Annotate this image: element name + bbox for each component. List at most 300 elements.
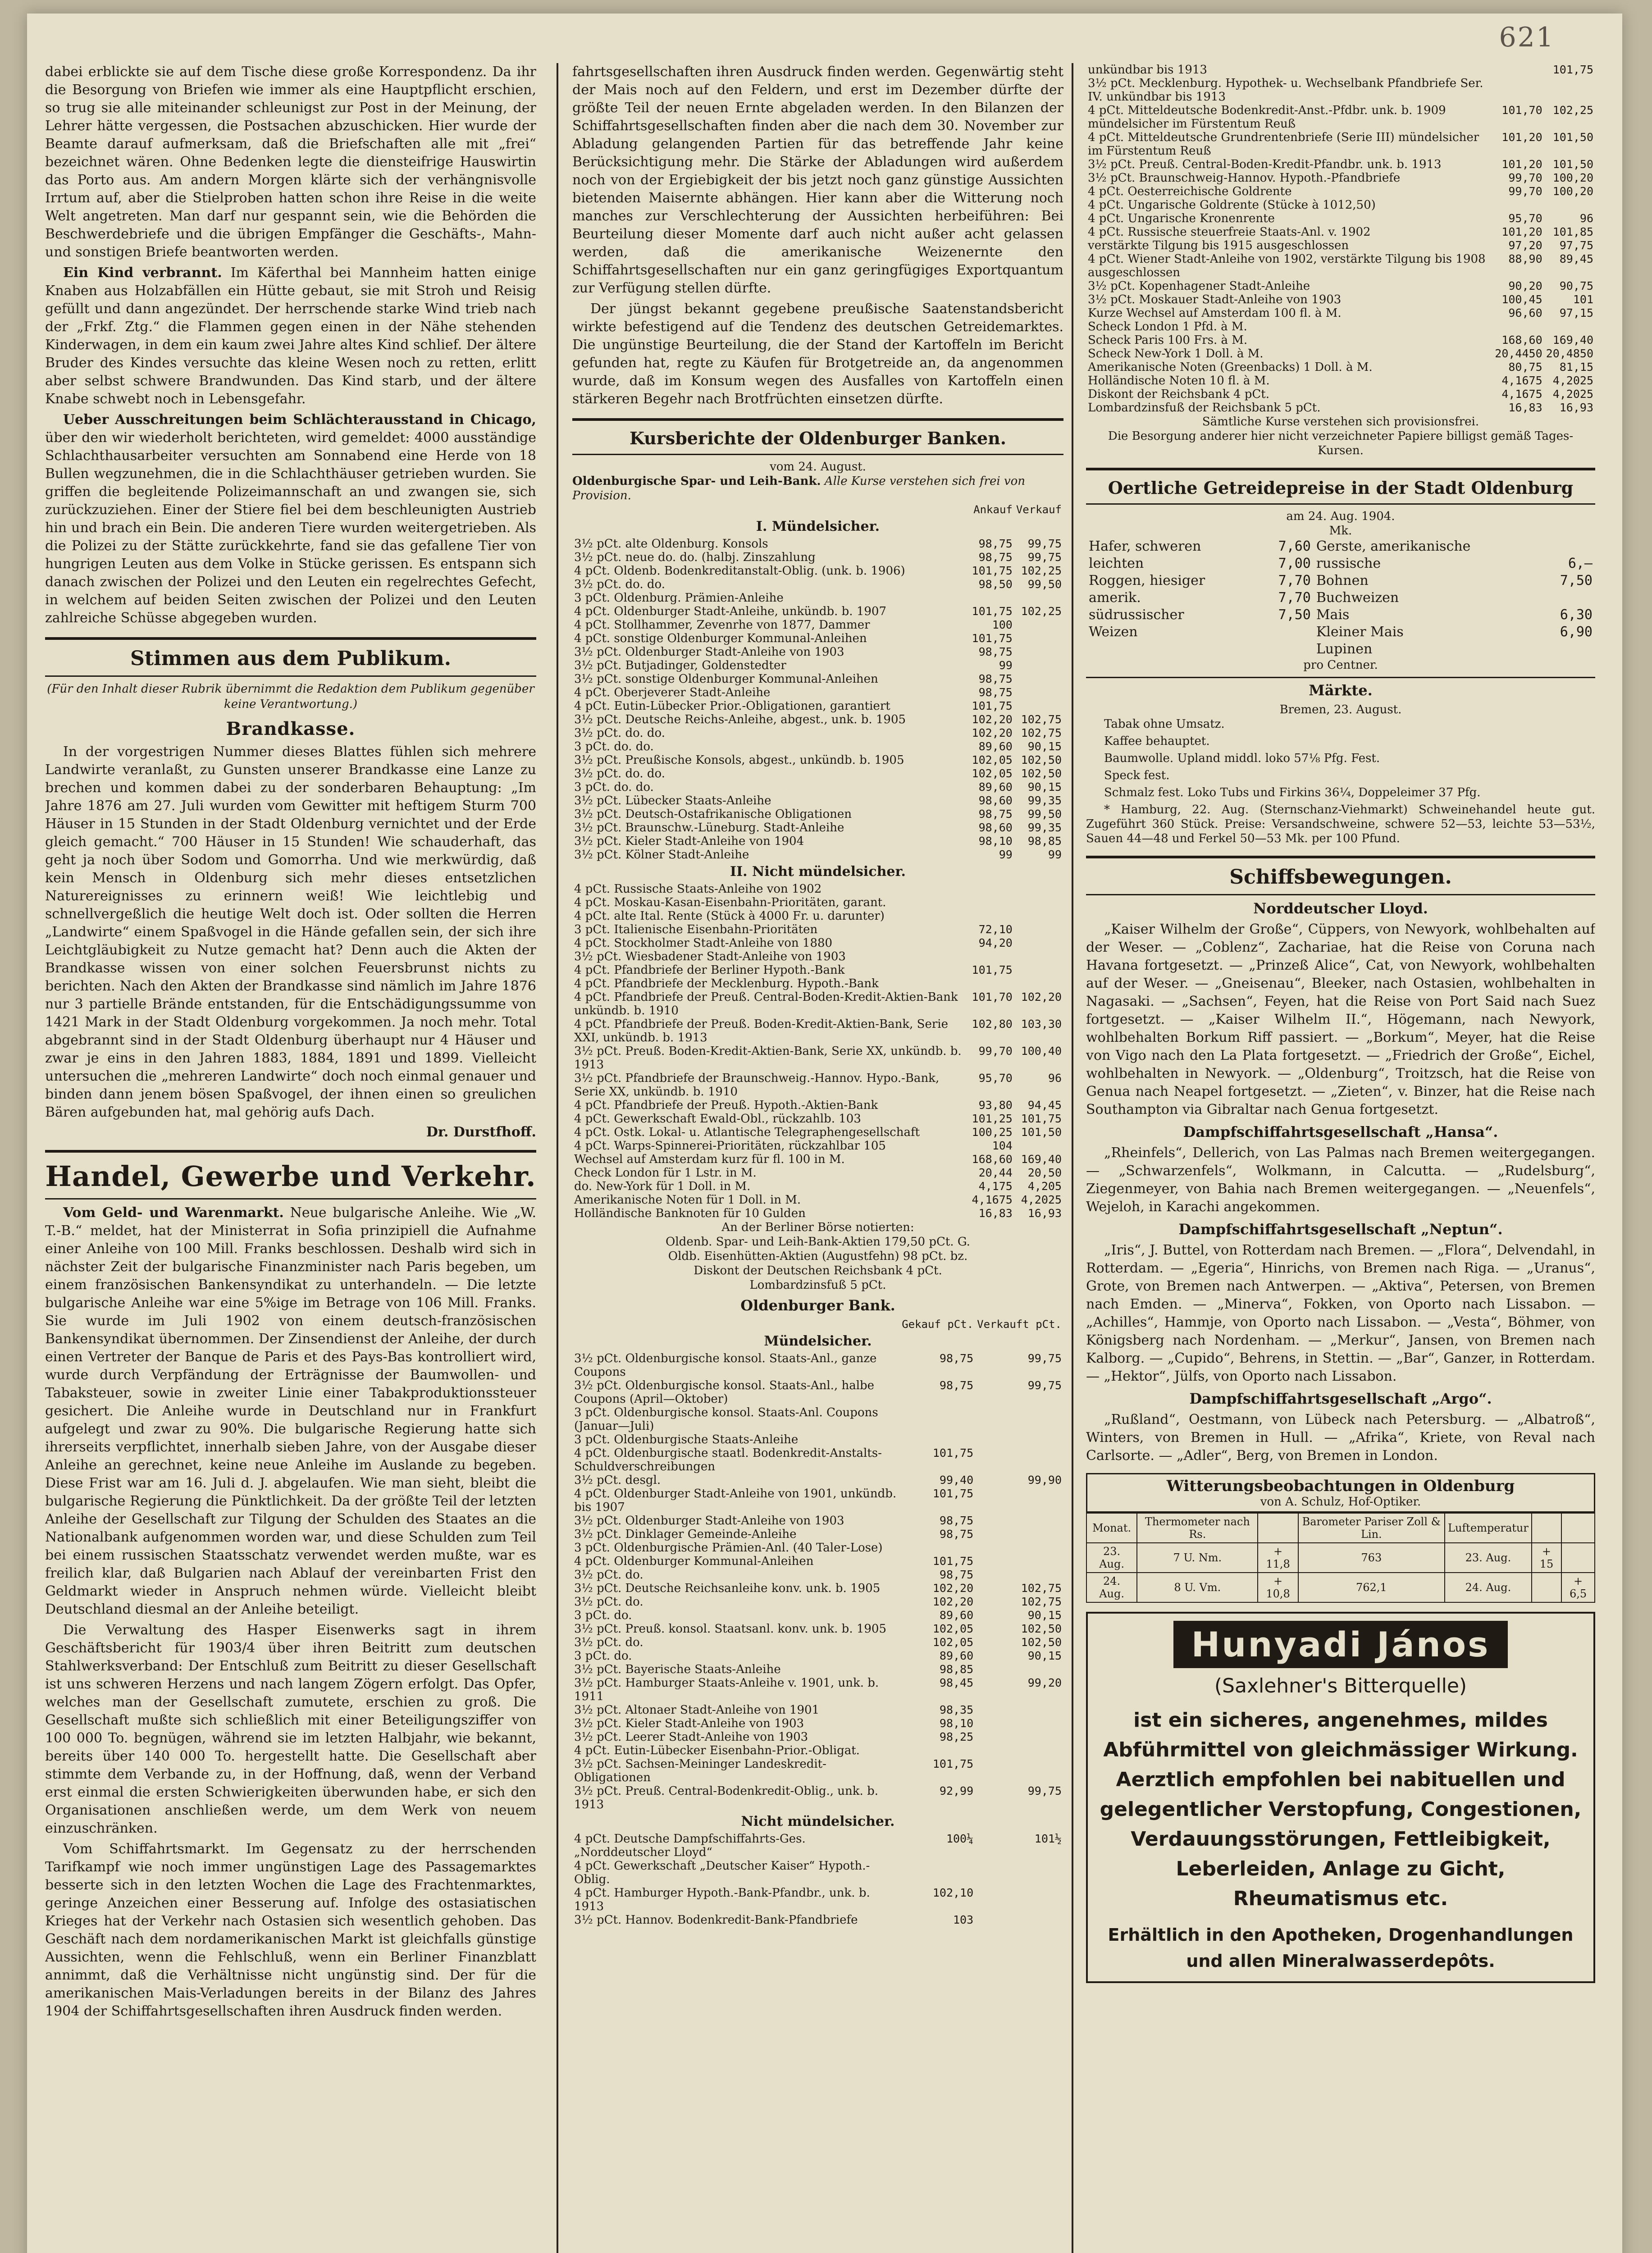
security-name: 3½ pCt. Bayerische Staats-Anleihe (574, 1663, 781, 1676)
kurs-row (1086, 212, 1595, 225)
price-buy: 98,60 (978, 794, 1013, 807)
schiff-paragraph: „Iris“, J. Buttel, von Rotterdam nach Bremen. — „Flora“, Delvendahl, in Rotterdam. — „Egeria“, Hinrichs, von Bremen nach Riga. — „Uranus“, Grote, von Bremen nach Antwerpen. — „Aktiva“, Petersen, von Bremen nach Emden. — „Minerva“, Fokken, von Oporto nach Lissabon. — „Achilles“, Hammje, von Oporto nach Lissabon. — „Vesta“, Böhmer, von Königsberg nach Nordenham. — „Merkur“, Jansen, von Bremen nach Kalborg. — „Cupido“, Behrens, in Stettin. — „Bar“, Ganzer, in Rotterdam. — „Hektor“, Jülfs, von Oporto nach Lissabon. (1086, 1242, 1595, 1384)
grain-name: Weizen (1089, 624, 1138, 640)
price-sell: 101,75 (1021, 1112, 1062, 1125)
security-name: 3½ pCt. do. (574, 1595, 643, 1609)
price-buy: 102,20 (972, 726, 1013, 739)
price-buy: 80,75 (1508, 360, 1542, 374)
weather-cell: + 11,8 (1258, 1543, 1298, 1573)
kurs-row (572, 821, 1063, 835)
security-name: 4 pCt. Pfandbriefe der Preuß. Central-Boden-Kredit-Aktien-Bank unkündb. b. 1910 (574, 990, 958, 1017)
price-buy: 97,20 (1508, 239, 1542, 252)
price-buy (900, 1744, 975, 1757)
price-buy: 98,75 (939, 1568, 974, 1581)
kurs-row (572, 726, 1063, 740)
security-name: 3½ pCt. Preuß. Central-Bodenkredit-Oblig., unk. b. 1913 (574, 1784, 878, 1811)
security-name: 3½ pCt. do. (574, 1636, 643, 1649)
kurs-row (572, 1649, 1063, 1663)
maerkte-line: Baumwolle. Upland middl. loko 57⅛ Pfg. Fest. (1104, 752, 1380, 765)
price-buy: 101,20 (1501, 131, 1542, 144)
kurs-row (1086, 104, 1595, 131)
price-buy: 98,75 (939, 1379, 974, 1392)
price-buy: 89,60 (978, 740, 1013, 753)
kurs-row (1086, 131, 1595, 158)
price-sell: 100,20 (1552, 185, 1593, 198)
security-name: 4 pCt. Warps-Spinnerei-Prioritäten, rückzahlbar 105 (574, 1139, 886, 1153)
price-sell (975, 1568, 1063, 1582)
weather-row (1086, 1543, 1595, 1573)
price-sell: 4,2025 (1021, 1193, 1062, 1206)
price-sell: 4,2025 (1552, 374, 1593, 387)
security-name: 4 pCt. Stollhammer, Zevenrhe von 1877, Dammer (574, 618, 870, 632)
weather-cell (1561, 1543, 1595, 1573)
maerkte-heading: Märkte. (1086, 677, 1595, 699)
price-sell: 102,25 (1021, 605, 1062, 618)
security-name: 4 pCt. Mitteldeutsche Bodenkredit-Anst.-Pfdbr. unk. b. 1909 mündelsicher im Fürstentum Reuß (1088, 104, 1446, 131)
grain-table (1086, 538, 1595, 658)
security-name: 3 pCt. Italienische Eisenbahn-Prioritäten (574, 923, 818, 936)
price-sell (975, 1487, 1063, 1514)
security-name: 3½ pCt. Pfandbriefe der Braunschweig.-Hannov. Hypo.-Bank, Serie XX, unkündb. b. 1910 (574, 1072, 940, 1099)
security-name: 3 pCt. Oldenburg. Prämien-Anleihe (574, 591, 784, 605)
news-item (45, 264, 536, 408)
weather-cell: Luftemperatur (1445, 1513, 1532, 1543)
price-buy: 99,70 (978, 1044, 1013, 1058)
price-buy (1493, 77, 1544, 104)
grain-name: Lupinen (1316, 641, 1373, 657)
kurs-row (1086, 333, 1595, 347)
kurs-row (572, 1622, 1063, 1636)
kurs-row (572, 564, 1063, 578)
price-sell: 97,75 (1559, 239, 1593, 252)
kurs-row (572, 659, 1063, 672)
price-sell (1014, 686, 1063, 699)
weather-cell: 23. Aug. (1086, 1543, 1137, 1573)
security-name: 3½ pCt. Oldenburger Stadt-Anleihe von 1903 (574, 645, 844, 659)
price-buy: 98,75 (978, 807, 1013, 821)
price-buy: 102,80 (972, 1017, 1013, 1031)
kurs-row (572, 1514, 1063, 1528)
spar-note: Alle Kurse verstehen sich frei von Provision. (572, 474, 1026, 502)
price-sell (975, 1717, 1063, 1730)
grain-price (1541, 589, 1595, 607)
grain-row (1086, 572, 1595, 589)
price-buy: 98,75 (978, 686, 1013, 699)
price-buy: 100 (992, 618, 1013, 631)
kurs-row (572, 1676, 1063, 1703)
security-name: 3½ pCt. Moskauer Stadt-Anleihe von 1903 (1088, 293, 1342, 306)
price-buy (966, 882, 1014, 896)
kurs-row (572, 1406, 1063, 1433)
security-name: 3 pCt. Oldenburgische Staats-Anleihe (574, 1433, 799, 1446)
grain-price: 7,70 (1278, 590, 1311, 606)
price-sell (975, 1859, 1063, 1886)
security-name: 4 pCt. Oldenburger Stadt-Anleihe von 1901, unkündb. bis 1907 (574, 1487, 897, 1514)
security-name: 3½ pCt. alte Oldenburg. Konsols (574, 537, 768, 551)
kurs-row (572, 672, 1063, 686)
weather-cell (1258, 1513, 1298, 1543)
news-lead: Ueber Ausschreitungen beim Schlächterausstand in Chicago, (63, 412, 536, 428)
kurs-row (572, 551, 1063, 564)
grain-unit: Mk. (1329, 524, 1352, 538)
kurs-row (572, 1099, 1063, 1112)
weather-row (1086, 1513, 1595, 1543)
security-name: 4 pCt. Ungarische Goldrente (Stücke à 1012,50) (1088, 198, 1376, 212)
handel-heading: Handel, Gewerbe und Verkehr. (45, 1150, 536, 1199)
price-buy: 101,70 (1501, 104, 1542, 117)
price-sell (975, 1433, 1063, 1446)
price-buy: 100,45 (1501, 293, 1542, 306)
price-sell: 89,45 (1559, 252, 1593, 265)
weather-cell (1532, 1513, 1561, 1543)
price-buy: 4,175 (978, 1180, 1013, 1193)
price-sell (1014, 923, 1063, 936)
kurs-row (1086, 401, 1595, 415)
kurs-row (572, 645, 1063, 659)
security-name: 4 pCt. Oberjeverer Stadt-Anleihe (574, 686, 771, 699)
security-name: 4 pCt. Ungarische Kronenrente (1088, 212, 1275, 225)
schiff-sub: Dampfschiffahrtsgesellschaft „Neptun“. (1178, 1221, 1503, 1238)
schiff-sub: Norddeutscher Lloyd. (1253, 900, 1428, 917)
price-sell: 90,15 (1027, 780, 1062, 794)
price-sell (1014, 909, 1063, 923)
maerkte-line: Tabak ohne Umsatz. (1104, 717, 1225, 731)
page-number: 621 (1499, 22, 1555, 53)
col2-paragraph: fahrtsgesellschaften ihren Ausdruck finden werden. Gegenwärtig steht der Mais noch auf den Feldern, und erst im Dezember dürfte der größte Teil der neuen Ernte abgeladen werden. In den Bilanzen der Schiffahrtsgesellschaften finden aber die nach dem 30. November zur Abladung gelangenden Partien für das betreffende Jahr keine Berücksichtigung mehr. Die Stärke der Abladungen wird außerdem noch von der Ergiebigkeit der bis jetzt noch ganz günstige Aussichten bietenden Maisernte abhängen. Hier kann aber die Witterung noch manches zur Verschlechterung der Aussichten herbeiführen: Bei Beurteilung dieser Momente darf auch nicht außer acht gelassen werden, daß die amerikanische Weizenernte den Schiffahrtsgesellschaften nur ein ganz geringfügiges Exportquantum zur Verfügung stellen dürfte. (572, 64, 1063, 296)
security-name: 3½ pCt. Deutsche Reichsanleihe konv. unk. b. 1905 (574, 1582, 881, 1595)
kurs-row (572, 686, 1063, 699)
kurs-row (572, 632, 1063, 645)
news-text: über den wir wiederholt berichteten, wird gemeldet: 4000 ausständige Schlachthausarbeiter versuchten am Sonnabend eine Herde von 18 Bullen wegzunehmen, die in die Schlachthäuser getrieben wurden. Sie griffen die begleitende Polizeimannschaft an und zwangen sie, sich zurückzuziehen. Einer der Stiere fiel bei dem beschleunigten Austrieb hin und brach ein Bein. Die anderen Tiere wurden weitergetrieben. Als die Polizei zu der Stätte zurückkehrte, fand sie das gefallene Tier von hungrigen Leuten aus dem Volke in Stücke gerissen. Es entspann sich danach zwischen der Polizei und den Leuten ein regelrechtes Gefecht, in welchem auf beiden Seiten zwischen der Polizei und den Leuten zahlreiche Schüsse abgegeben wurden. (45, 430, 536, 626)
security-name: 3½ pCt. Braunschw.-Lüneburg. Stadt-Anleihe (574, 821, 844, 835)
price-buy: 98,35 (939, 1703, 974, 1716)
security-name: 4 pCt. Pfandbriefe der Berliner Hypoth.-Bank (574, 963, 845, 977)
price-buy: 101,75 (932, 1555, 974, 1568)
stimmen-text (45, 743, 536, 1122)
price-buy: 98,75 (978, 672, 1013, 685)
security-name: 3½ pCt. Butjadinger, Goldenstedter (574, 659, 786, 672)
price-buy (966, 977, 1014, 990)
price-buy (966, 591, 1014, 605)
security-name: 3½ pCt. neue do. do. (halbj. Zinszahlung (574, 551, 816, 564)
newspaper-page (27, 14, 1622, 2253)
security-name: 3½ pCt. Kieler Stadt-Anleihe von 1903 (574, 1717, 804, 1730)
security-name: 3½ pCt. do. (574, 1568, 643, 1582)
price-buy (1493, 320, 1544, 333)
price-sell: 99 (1048, 848, 1062, 861)
grain-row (1086, 624, 1595, 641)
price-buy: 98,75 (939, 1352, 974, 1365)
head-verkauf: Verkauf (1016, 503, 1062, 516)
note-line: Sämtliche Kurse verstehen sich provisionsfrei. (1202, 415, 1479, 429)
schiff-heading: Schiffsbewegungen. (1086, 856, 1595, 895)
grain-date: am 24. Aug. 1904. (1286, 510, 1395, 523)
kurs-row (572, 1139, 1063, 1153)
kurs-row (572, 1180, 1063, 1193)
kurs-row (572, 1166, 1063, 1180)
security-name: 3½ pCt. Oldenburgische konsol. Staats-Anl., halbe Coupons (April—Oktober) (574, 1379, 875, 1406)
security-name: 3 pCt. Oldenburgische konsol. Staats-Anl. Coupons (Januar—Juli) (574, 1406, 878, 1433)
price-buy: 4,1675 (972, 1193, 1013, 1206)
kurs-row (572, 1541, 1063, 1555)
price-sell: 102,75 (1021, 726, 1062, 739)
weather-cell: Barometer Pariser Zoll & Lin. (1298, 1513, 1445, 1543)
price-sell (1014, 699, 1063, 713)
grain-price: 7,70 (1278, 573, 1311, 588)
price-buy: 99,70 (1508, 185, 1542, 198)
kurs-row (572, 1112, 1063, 1126)
kurs-row (572, 1636, 1063, 1649)
price-sell: 100,40 (1021, 1044, 1062, 1058)
signature: Dr. Durstfhoff. (426, 1124, 536, 1140)
price-sell: 102,50 (1021, 753, 1062, 766)
grain-price: 6,90 (1560, 624, 1593, 640)
price-buy: 101,75 (972, 632, 1013, 645)
handel-paragraph (45, 1204, 536, 1619)
security-name: 3½ pCt. do. do. (574, 578, 665, 591)
security-name: 4 pCt. Stockholmer Stadt-Anleihe von 1880 (574, 936, 833, 950)
kurs-row (1086, 388, 1595, 401)
price-buy: 102,05 (972, 767, 1013, 780)
security-name: 3½ pCt. Kölner Stadt-Anleihe (574, 848, 749, 862)
grain-price: 7,60 (1278, 538, 1311, 554)
grain-row (1086, 607, 1595, 624)
price-sell: 99,75 (1027, 537, 1062, 550)
security-name: Holländische Banknoten für 10 Gulden (574, 1207, 806, 1220)
grain-price: 6,30 (1560, 607, 1593, 623)
price-sell (975, 1703, 1063, 1717)
footnote-line: Lombardzinsfuß 5 pCt. (749, 1278, 886, 1292)
section-row (572, 516, 1063, 537)
price-buy: 102,10 (932, 1886, 974, 1899)
kurs-row (1086, 225, 1595, 239)
section-label: Nicht mündelsicher. (741, 1814, 895, 1829)
price-buy: 4,1675 (1501, 374, 1542, 387)
price-sell (1014, 950, 1063, 963)
price-sell: 102,50 (1021, 767, 1062, 780)
kurs-row (572, 1913, 1063, 1927)
grain-name: Kleiner Mais (1316, 624, 1404, 640)
footnote-line: Oldb. Eisenhütten-Aktien (Augustfehn) 98 pCt. bz. (668, 1250, 968, 1263)
kurs-row (572, 1017, 1063, 1044)
ad-title: Hunyadi János (1173, 1621, 1508, 1668)
price-sell (1014, 882, 1063, 896)
price-buy: 96,60 (1508, 306, 1542, 319)
weather-cell: 7 U. Nm. (1137, 1543, 1258, 1573)
weather-cell: 24. Aug. (1086, 1573, 1137, 1602)
price-buy (966, 896, 1014, 909)
security-name: 3 pCt. Oldenburgische Prämien-Anl. (40 Taler-Lose) (574, 1541, 883, 1555)
kurs-row (572, 578, 1063, 591)
kurs-row (572, 807, 1063, 821)
handel-paragraph: Vom Schiffahrtsmarkt. Im Gegensatz zu der herrschenden Tarifkampf wie noch immer ungünstigen Lage des Passagemarktes besserte sich in den letzten Wochen die Lage des Frachtenmarktes, geringe Anzeichen einer Besserung auf. Infolge des ostasiatischen Krieges hat der Verkehr nach Ostasien sich wesentlich gehoben. Das Geschäft nach dem nordamerikanischen Markt ist gleichfalls günstige Aussichten, wenn die Fehlschluß, wenn ein Berliner Finanzblatt annimmt, daß die Verhältnisse nicht ungünstig sind. Der für die amerikanischen Mais-Verladungen bereits in der Bilanz des Jahres 1904 der Schiffahrtsgesellschaften ihren Ausdruck finden werden. (45, 1841, 536, 2019)
kurs-row (572, 1609, 1063, 1622)
price-sell (975, 1663, 1063, 1676)
kurs-row (572, 1126, 1063, 1139)
kurs-row (572, 794, 1063, 807)
maerkte-line: * Hamburg, 22. Aug. (Sternschanz-Viehmarkt) Schweinehandel heute gut. Zugeführt 360 Stück. Preise: Versandschweine, schwere 52—53, leichte 53—53½, Sauen 44—48 und Ferkel 50—53 Mk. per 100 Pfund. (1086, 803, 1595, 845)
maerkte-line: Speck fest. (1104, 769, 1170, 782)
price-sell: 102,75 (1021, 713, 1062, 726)
footnote-line: An der Berliner Börse notierten: (721, 1221, 914, 1234)
oldenburger-bank-heading: Oldenburger Bank. (740, 1297, 895, 1314)
kurs-row (572, 1568, 1063, 1582)
grain-name: Hafer, schweren (1089, 538, 1201, 554)
kurs-row (572, 1446, 1063, 1473)
price-buy: 4,1675 (1501, 388, 1542, 401)
schiff-paragraph: „Kaiser Wilhelm der Große“, Cüppers, von Newyork, wohlbehalten auf der Weser. — „Coblenz“, Zachariae, hat die Reise von Coruna nach Havana fortgesetzt. — „Prinzeß Alice“, Cat, von Newyork, wohlbehalten auf der Weser. — „Gneisenau“, Bleeker, nach Ostasien, wohlbehalten in Nagasaki. — „Sachsen“, Feyen, hat die Reise von Port Said nach Suez fortgesetzt. — „Kaiser Wilhelm II.“, Högemann, nach Newyork, wohlbehalten Borkum Riff passiert. — „Borkum“, Meyer, hat die Reise von Vigo nach den La Plata fortgesetzt. — „Friedrich der Große“, Eichel, wohlbehalten in Newyork. — „Oldenburg“, Troitzsch, hat die Reise von Genua nach Neapel fortgesetzt. — „Zieten“, v. Binzer, hat die Reise nach Southampton via Gibraltar nach Genua fortgesetzt. (1086, 921, 1595, 1117)
kurs-row (572, 1072, 1063, 1099)
security-name: 3½ pCt. Hamburger Staats-Anleihe v. 1901, unk. b. 1911 (574, 1676, 879, 1703)
maerkte-line: Schmalz fest. Loko Tubs und Firkins 36¼, Doppeleimer 37 Pfg. (1104, 786, 1481, 799)
price-buy: 89,60 (978, 780, 1013, 794)
news-item (45, 411, 536, 627)
security-name: 3½ pCt. do. do. (574, 726, 665, 740)
price-sell (1014, 645, 1063, 659)
grain-row (1086, 538, 1595, 555)
security-name: 3½ pCt. Kopenhagener Stadt-Anleihe (1088, 279, 1310, 293)
intro-text (45, 63, 536, 261)
kurs-row (1086, 293, 1595, 306)
price-sell (1014, 977, 1063, 990)
price-sell: 102,50 (1021, 1622, 1062, 1635)
kurs-heading: Kursberichte der Oldenburger Banken. (572, 418, 1063, 455)
kurs-row (1086, 198, 1595, 212)
price-buy: 101,75 (972, 963, 1013, 976)
security-name: 4 pCt. Wiener Stadt-Anleihe von 1902, verstärkte Tilgung bis 1908 ausgeschlossen (1088, 252, 1486, 279)
price-sell: 99,75 (1027, 551, 1062, 564)
price-sell: 99,35 (1027, 794, 1062, 807)
column-rule (1072, 63, 1073, 2253)
security-name: 3½ pCt. Oldenburger Stadt-Anleihe von 1903 (574, 1514, 844, 1528)
grain-name: Bohnen (1316, 573, 1369, 588)
kurs-date: vom 24. August. (770, 460, 866, 474)
grain-price: 7,00 (1278, 556, 1311, 571)
price-buy: 101,70 (972, 990, 1013, 1003)
price-sell (1014, 618, 1063, 632)
price-buy (1493, 63, 1544, 77)
security-name: 4 pCt. Eutin-Lübecker Eisenbahn-Prior.-Obligat. (574, 1744, 860, 1757)
price-sell: 103,30 (1021, 1017, 1062, 1031)
price-sell: 98,85 (1027, 835, 1062, 848)
section-label: I. Mündelsicher. (756, 519, 880, 534)
price-buy: 99,70 (1508, 171, 1542, 184)
news-text: Im Käferthal bei Mannheim hatten einige Knaben aus Holzabfällen ein Hütte gebaut, sie mit Stroh und Reisig gefüllt und dann angezündet. Der herrschende starke Wind trieb nach der „Frkf. Ztg.“ die Flammen gegen einen in der Nähe stehenden Kinderwagen, in dem ein kaum zwei Jahre altes Kind schlief. Der ältere Bruder des Kindes versuchte das kleine Wesen noch zu retten, erlitt aber selbst schwere Brandwunden. Das Kind starb, und der ältere Knabe schwebt noch in Lebensgefahr. (45, 265, 536, 407)
security-name: Wechsel auf Amsterdam kurz für fl. 100 in M. (574, 1153, 845, 1166)
price-buy: 101,75 (932, 1487, 974, 1500)
security-name: 4 pCt. Oesterreichische Goldrente (1088, 185, 1292, 198)
kurs-row (572, 923, 1063, 936)
kurs-row (1086, 320, 1595, 333)
security-name: 3½ pCt. Sachsen-Meininger Landeskredit-Obligationen (574, 1757, 826, 1784)
price-buy: 95,70 (1508, 212, 1542, 225)
price-sell: 102,20 (1021, 990, 1062, 1003)
price-sell: 99,75 (1027, 1784, 1062, 1797)
price-sell (1544, 77, 1595, 104)
price-buy: 98,60 (978, 821, 1013, 834)
security-name: 4 pCt. Oldenburgische staatl. Bodenkredit-Anstalts-Schuldverschreibungen (574, 1446, 882, 1473)
kurs-row (1086, 279, 1595, 293)
price-sell (1014, 672, 1063, 686)
price-sell: 90,15 (1027, 1649, 1062, 1662)
price-buy: 102,05 (972, 753, 1013, 766)
price-buy: 99,40 (939, 1473, 974, 1487)
price-sell: 16,93 (1027, 1207, 1062, 1220)
security-name: 4 pCt. alte Ital. Rente (Stück à 4000 Fr. u. darunter) (574, 909, 885, 923)
kurs-row (572, 1886, 1063, 1913)
head-ankauf: Ankauf (973, 503, 1013, 516)
price-sell: 99,75 (1027, 1352, 1062, 1365)
price-sell: 99,20 (1027, 1676, 1062, 1689)
price-buy: 101,75 (932, 1446, 974, 1459)
price-sell (975, 1886, 1063, 1913)
price-buy: 98,50 (978, 578, 1013, 591)
kurs-row (572, 1744, 1063, 1757)
kurs-row (572, 699, 1063, 713)
grain-price (1260, 641, 1314, 658)
security-name: 3½ pCt. Hannov. Bodenkredit-Bank-Pfandbriefe (574, 1913, 858, 1927)
intro-paragraph: dabei erblickte sie auf dem Tische diese große Korrespondenz. Da ihr die Besorgung von Briefen wie immer als eine Hauptpflicht erschien, so trug sie alle miteinander schleunigst zur Post in der Meinung, der Lehrer hätte vergessen, die Postsachen abzuschicken. Hier wurde der Beamte darauf aufmerksam, daß die Briefschaften alle mit „frei“ bezeichnet wären. Ohne Bedenken legte die diensteifrige Hauswirtin das Porto aus. Am andern Morgen klärte sich der verhängnisvolle Irrtum auf, aber die Stielproben hatten schon ihre Reise in die weite Welt angetreten. Man darf nur gespannt sein, wie die Behörden die Beschwerdebriefe und die übrigen Empfänger die Geschäfts-, Mahn- und sonstigen Briefe beantworten werden. (45, 64, 536, 260)
price-sell: 16,93 (1559, 401, 1593, 414)
kurs-row (572, 605, 1063, 618)
security-name: 3½ pCt. sonstige Oldenburger Kommunal-Anleihen (574, 672, 878, 686)
security-name: Amerikanische Noten (Greenbacks) 1 Doll. à M. (1088, 360, 1373, 374)
security-name: Amerikanische Noten für 1 Doll. in M. (574, 1193, 801, 1207)
price-buy: 102,20 (932, 1595, 974, 1608)
kurs-row (572, 896, 1063, 909)
kurs-table-bank (572, 1318, 1063, 1927)
price-sell: 4,205 (1027, 1180, 1062, 1193)
kurs-row (572, 1193, 1063, 1207)
kurs-row (572, 780, 1063, 794)
kurs-row (572, 1832, 1063, 1859)
kurs-row (572, 909, 1063, 923)
security-name: 3½ pCt. Preuß. Central-Boden-Kredit-Pfandbr. unk. b. 1913 (1088, 158, 1442, 171)
kurs-row (1086, 374, 1595, 388)
security-name: 3 pCt. do. (574, 1649, 632, 1663)
security-name: 4 pCt. Hamburger Hypoth.-Bank-Pfandbr., unk. b. 1913 (574, 1886, 870, 1913)
grain-price (1541, 538, 1595, 555)
kurs-row (572, 1207, 1063, 1220)
price-sell: 102,25 (1552, 104, 1593, 117)
price-sell: 94,45 (1027, 1099, 1062, 1112)
kurs-row (1086, 185, 1595, 198)
security-name: Check London für 1 Lstr. in M. (574, 1166, 757, 1180)
price-sell: 4,2025 (1552, 388, 1593, 401)
price-sell (975, 1528, 1063, 1541)
price-sell (1014, 659, 1063, 672)
kurs-row (1086, 239, 1595, 252)
price-sell: 101,50 (1552, 131, 1593, 144)
price-sell (975, 1514, 1063, 1528)
kurs-row (572, 1528, 1063, 1541)
security-name: 4 pCt. Oldenburger Stadt-Anleihe, unkündb. b. 1907 (574, 605, 886, 618)
price-sell: 169,40 (1552, 333, 1593, 347)
kurs-row (572, 1784, 1063, 1811)
price-buy: 89,60 (939, 1609, 974, 1622)
grain-name: Gerste, amerikanische (1316, 538, 1471, 554)
price-buy (1493, 198, 1544, 212)
security-name: 4 pCt. Ostk. Lokal- u. Atlantische Telegraphengesellschaft (574, 1126, 920, 1139)
price-buy: 103 (953, 1913, 974, 1926)
security-name: 4 pCt. Moskau-Kasan-Eisenbahn-Prioritäten, garant. (574, 896, 886, 909)
price-sell (1014, 632, 1063, 645)
price-buy (900, 1433, 975, 1446)
security-name: unkündbar bis 1913 (1088, 63, 1207, 77)
grain-price (1541, 641, 1595, 658)
price-buy: 100,25 (972, 1126, 1013, 1139)
weather-cell: Monat. (1086, 1513, 1137, 1543)
